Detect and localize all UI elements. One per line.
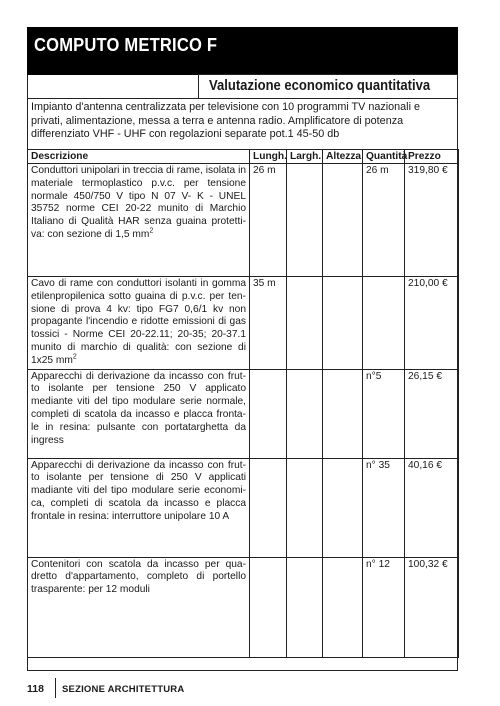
row-description: Contenitori con scatola da incasso per qua- dretto d'appartamento, completo di portello trasparente: per 12 moduli: [28, 557, 250, 657]
table-row: [28, 277, 459, 370]
row-description: Cavo di rame con conduttori isolanti in gomma etilenpropilenica sotto guaina di p.v.c. per ten- sione di prova 4 kv: tipo FG7 0,6/1 kv non propagante l'incendio e ridotte emissioni di gas tossici - Norme CEI 20-22.11; 20-35; 20-37.1 munito di marchio di qualità: con sezione di 1x25 $mm^2$: [28, 277, 250, 370]
header-price: Prezzo: [405, 150, 459, 164]
row-price: 100,32 €: [405, 557, 459, 657]
row-height: [323, 557, 363, 657]
row-price: 40,16 €: [405, 458, 459, 557]
title-bar: [27, 27, 458, 75]
row-width: [287, 164, 323, 277]
row-width: [287, 557, 323, 657]
intro-text: Impianto d'antenna centralizzata per televisione con 10 programmi TV nazionali e privati, alimentazione, messa a terra e antenna radio. Amplificatore di potenza differenziato VHF - UHF con regolazioni separate pot.1 45-50 db: [27, 98, 458, 150]
row-description: Apparecchi di derivazione da incasso con frut- to isolante per tensione di 250 V applicati madiante viti del tipo modulare serie economi- ca, completi di scatola da incasso e placca frontale in resina: interruttore unipolare 10 A: [28, 458, 250, 557]
row-quantity: n°5: [363, 369, 405, 458]
row-price: 26,15 €: [405, 369, 459, 458]
row-quantity: [363, 277, 405, 370]
row-quantity: n° 35: [363, 458, 405, 557]
row-price: 210,00 €: [405, 277, 459, 370]
page-title: COMPUTO METRICO F: [34, 35, 218, 55]
header-quantity: Quantità: [363, 150, 405, 164]
row-height: [323, 277, 363, 370]
header-width: Largh.: [287, 150, 323, 164]
row-width: [287, 369, 323, 458]
page-number: 118: [27, 683, 44, 695]
estimate-table: [27, 149, 459, 658]
footer-divider: [55, 678, 56, 698]
page-subtitle: Valutazione economico quantitativa: [209, 78, 431, 94]
row-quantity: n° 12: [363, 557, 405, 657]
row-width: [287, 277, 323, 370]
table-header-row: [28, 150, 459, 164]
header-length: Lungh.: [250, 150, 287, 164]
header-height: Altezza: [323, 150, 363, 164]
row-length: 26 m: [250, 164, 287, 277]
row-length: [250, 458, 287, 557]
row-height: [323, 164, 363, 277]
row-description: Conduttori unipolari in treccia di rame, isolata in materiale termoplastico p.v.c. per tensione normale 450/750 V tipo N 07 V- K - UNEL 35752 norme CEI 20-22 munito di Marchio Italiano di Qualità HAR senza guaina protetti- va: con sezione di 1,5 $mm^2$: [28, 164, 250, 277]
table-row: [28, 369, 459, 458]
row-height: [323, 458, 363, 557]
row-length: 35 m: [250, 277, 287, 370]
row-height: [323, 369, 363, 458]
row-length: [250, 557, 287, 657]
row-price: 319,80 €: [405, 164, 459, 277]
row-description: Apparecchi di derivazione da incasso con frut- to isolante per tensione 250 V applicato mediante viti del tipo modulare serie normale, completi di scatola da incasso e placca fronta- le in resina: pulsante con portatarghetta da ingress: [28, 369, 250, 458]
row-length: [250, 369, 287, 458]
row-quantity: 26 m: [363, 164, 405, 277]
table-row: [28, 557, 459, 657]
subtitle-box: [198, 74, 458, 99]
table-row: [28, 458, 459, 557]
header-description: Descrizione: [28, 150, 250, 164]
table-row: [28, 164, 459, 277]
section-label: SEZIONE ARCHITETTURA: [62, 684, 185, 695]
row-width: [287, 458, 323, 557]
